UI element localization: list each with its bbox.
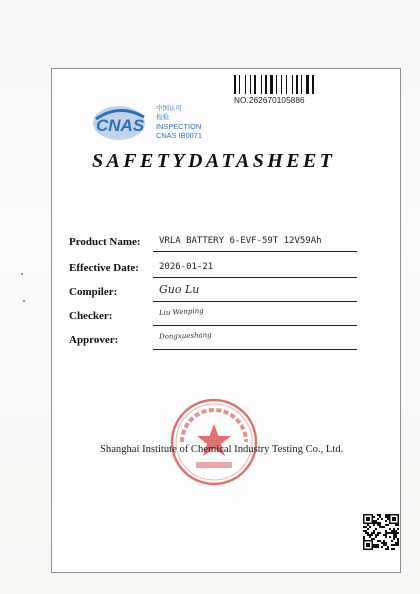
effective-date-label: Effective Date:	[69, 262, 139, 274]
product-name-label: Product Name:	[69, 236, 141, 248]
checker-label: Checker:	[69, 310, 113, 322]
barcode-bar	[292, 75, 293, 94]
cnas-line1: 中国认可	[156, 104, 182, 112]
barcode-bar	[261, 75, 262, 94]
product-name-row	[67, 233, 367, 255]
approver-row	[67, 331, 367, 353]
compiler-signature: Guo Lu	[159, 283, 200, 296]
effective-date-value: 2026-01-21	[159, 262, 214, 272]
cnas-line2: 检验	[156, 113, 169, 121]
scan-speck	[23, 300, 25, 302]
issuer-name: Shanghai Institute of Chemical Industry Testing Co., Ltd.	[100, 444, 344, 455]
cnas-acronym: CNAS	[96, 116, 145, 135]
cnas-line4: CNAS IB0071	[156, 131, 203, 140]
barcode-bar	[234, 75, 236, 94]
document-title: SAFETYDATASHEET	[92, 150, 336, 172]
barcode-bar	[257, 75, 260, 94]
approver-label: Approver:	[69, 334, 119, 346]
barcode-bar	[254, 75, 256, 94]
barcode-bar	[263, 75, 264, 94]
barcode-bar	[299, 75, 300, 94]
checker-underline	[153, 325, 357, 326]
barcode-bar	[286, 75, 287, 94]
barcode-bar	[278, 75, 280, 94]
barcode-bar	[296, 75, 298, 94]
approver-underline	[153, 349, 357, 350]
barcode-bar	[276, 75, 277, 94]
barcode-bar	[252, 75, 253, 94]
barcode-bar	[245, 75, 246, 94]
barcode-bar	[265, 75, 267, 94]
barcode-bar	[239, 75, 240, 94]
approver-signature: Dongxueshang	[158, 331, 212, 341]
effective-date-row	[67, 259, 367, 281]
barcode-bar	[250, 75, 251, 94]
compiler-label: Compiler:	[69, 286, 118, 298]
scan-speck	[21, 273, 23, 275]
barcode-bar	[237, 75, 238, 94]
compiler-underline	[153, 301, 357, 302]
barcode-icon	[234, 75, 330, 94]
company-seal	[168, 396, 260, 488]
cnas-logo	[92, 101, 212, 145]
document-number: NO.262670105886	[234, 96, 305, 105]
barcode-bar	[303, 75, 305, 94]
product-name-value: VRLA BATTERY 6-EVF-59T 12V59Ah	[159, 236, 322, 246]
barcode-bar	[283, 75, 285, 94]
barcode-bar	[268, 75, 269, 94]
barcode-bar	[310, 75, 311, 94]
checker-row	[67, 307, 367, 329]
effective-date-underline	[153, 277, 357, 278]
cnas-line3: INSPECTION	[156, 122, 202, 131]
barcode-bar	[294, 75, 295, 94]
barcode-bar	[315, 75, 316, 94]
compiler-row	[67, 283, 367, 305]
barcode-bar	[281, 75, 282, 94]
barcode-bar	[274, 75, 275, 94]
barcode-bar	[301, 75, 302, 94]
barcode-bar	[241, 75, 244, 94]
product-name-underline	[153, 251, 357, 252]
barcode-bar	[270, 75, 273, 94]
qr-code-icon	[363, 514, 399, 550]
barcode-bar	[247, 75, 249, 94]
barcode-bar	[288, 75, 291, 94]
barcode-bar	[312, 75, 314, 94]
barcode-bar	[306, 75, 309, 94]
checker-signature: Liu Wenping	[158, 306, 204, 318]
